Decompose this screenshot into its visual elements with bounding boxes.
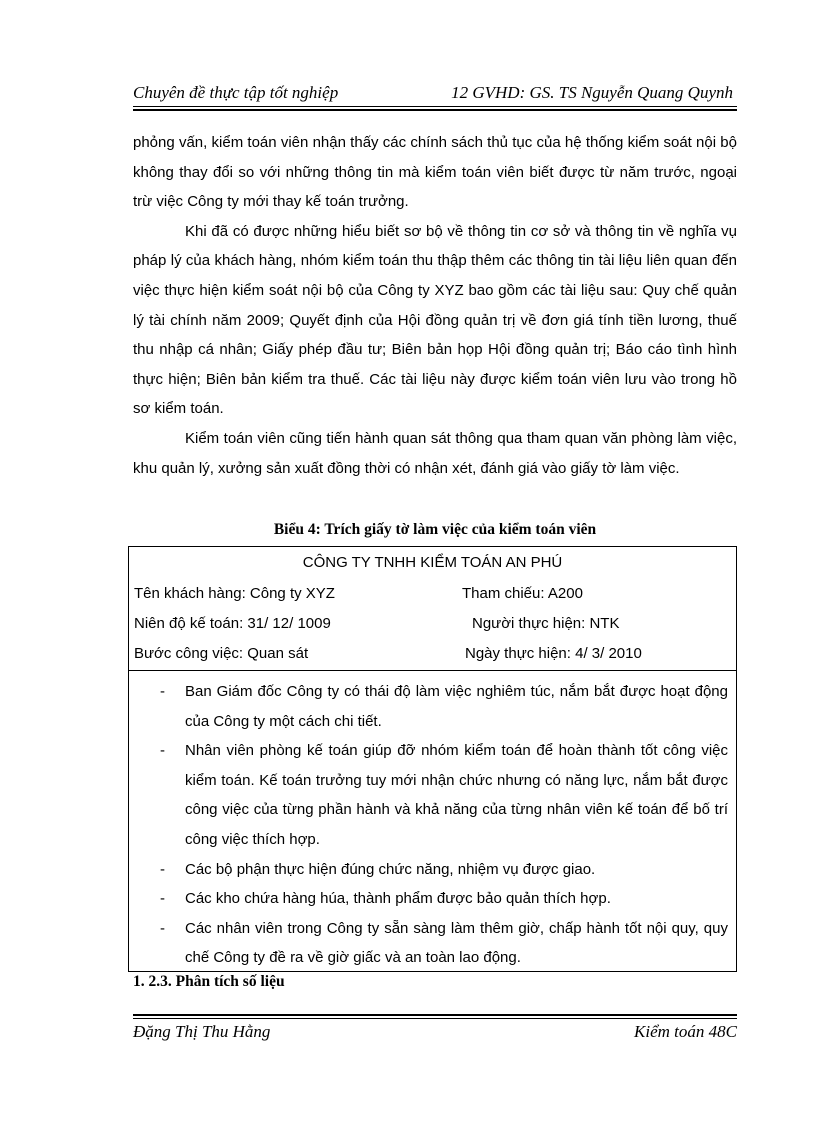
reference: Tham chiếu: A200: [462, 585, 583, 602]
dash-marker: -: [160, 683, 165, 700]
body-text: [133, 128, 737, 483]
accounting-period: Niên độ kế toán: 31/ 12/ 1009: [134, 615, 331, 632]
list-item-text: Các kho chứa hàng húa, thành phẩm được bảo quản thích hợp.: [185, 890, 611, 908]
header-right: 12 GVHD: GS. TS Nguyễn Quang Quynh: [451, 83, 733, 102]
footer-right: Kiểm toán 48C: [634, 1022, 737, 1041]
section-title: 1. 2.3. Phân tích số liệu: [133, 973, 285, 990]
footer-left: Đặng Thị Thu Hằng: [133, 1022, 271, 1041]
list-item-text: Các bộ phận thực hiện đúng chức năng, nhiệm vụ được giao.: [185, 860, 596, 878]
page-header: [133, 83, 737, 107]
list-item-text: Các nhân viên trong Công ty sẵn sàng làm thêm giờ, chấp hành tốt nội quy, quy chế Công ty đề ra về giờ giấc và an toàn lao động.: [185, 919, 728, 967]
list-item: [129, 884, 736, 914]
paragraph-2: Khi đã có được những hiểu biết sơ bộ về thông tin cơ sở và thông tin về nghĩa vụ pháp lý của khách hàng, nhóm kiểm toán thu thập thêm các thông tin tài liệu liên quan đến việc thực hiện kiểm soát nội bộ của Công ty XYZ bao gồm các tài liệu sau: Quy chế quản lý tài chính năm 2009; Quyết định của Hội đồng quản trị về đơn giá tính tiền lương, thuế thu nhập cá nhân; Giấy phép đầu tư; Biên bản họp Hội đồng quản trị; Báo cáo tình hình thực hiện; Biên bản kiểm tra thuế. Các tài liệu này được kiểm toán viên lưu vào trong hồ sơ kiểm toán.: [133, 222, 737, 418]
observation-list: [129, 677, 736, 973]
company-name: CÔNG TY TNHH KIỂM TOÁN AN PHÚ: [302, 554, 563, 571]
header-rule-thick: [133, 109, 737, 111]
dash-marker: -: [160, 742, 165, 760]
list-item: [129, 677, 736, 736]
header-rule-thin: [133, 106, 737, 107]
perform-date: Ngày thực hiện: 4/ 3/ 2010: [465, 645, 642, 662]
working-paper-header: [129, 547, 736, 671]
paragraph-3: Kiểm toán viên cũng tiến hành quan sát thông qua tham quan văn phòng làm việc, khu quản lý, xưởng sản xuất đồng thời có nhận xét, đánh giá vào giấy tờ làm việc.: [133, 429, 737, 477]
list-item: [129, 855, 736, 885]
work-step: Bước công việc: Quan sát: [134, 645, 309, 662]
dash-marker: -: [160, 890, 165, 908]
list-item-text: Nhân viên phòng kế toán giúp đỡ nhóm kiểm toán để hoàn thành tốt công việc kiểm toán. Kế toán trưởng tuy mới nhận chức nhưng có năng lực, nắm bắt được công việc của từng phần hành và khả năng của từng nhân viên kế toán để bố trí công việc thích hợp.: [185, 742, 728, 848]
list-item-text: Ban Giám đốc Công ty có thái độ làm việc nghiêm túc, nắm bắt được hoạt động của Công ty một cách chi tiết.: [185, 683, 728, 730]
footer-rule-thick: [133, 1014, 737, 1016]
paragraph-1: phỏng vấn, kiểm toán viên nhận thấy các chính sách thủ tục của hệ thống kiểm soát nội bộ không thay đổi so với những thông tin mà kiểm toán viên biết được từ năm trước, ngoại trừ việc Công ty mới thay kế toán trưởng.: [133, 134, 737, 211]
list-item: [129, 736, 736, 854]
list-item: [129, 914, 736, 973]
dash-marker: -: [160, 919, 165, 937]
client-name: Tên khách hàng: Công ty XYZ: [134, 585, 335, 602]
header-left: Chuyên đề thực tập tốt nghiệp: [133, 83, 339, 102]
performer: Người thực hiện: NTK: [472, 615, 620, 632]
working-paper-table: [128, 546, 737, 972]
dash-marker: -: [160, 860, 165, 878]
table-caption: Biểu 4: Trích giấy tờ làm việc của kiểm toán viên: [273, 521, 597, 538]
footer-rule-thin: [133, 1018, 737, 1019]
